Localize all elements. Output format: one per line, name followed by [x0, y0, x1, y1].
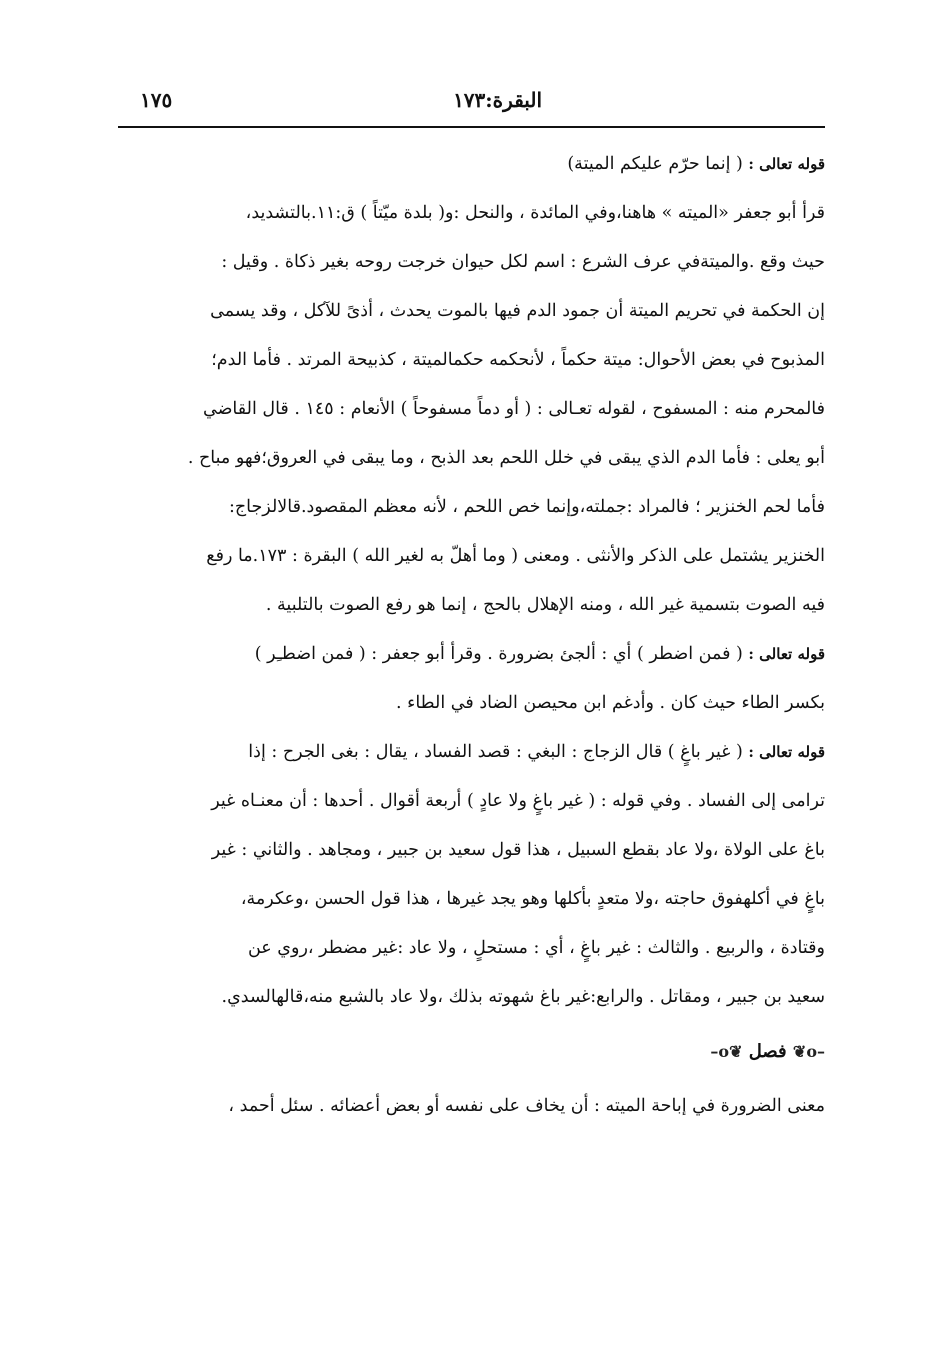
- text-line: بكسر الطاء حيث كان . وأدغم ابن محيصن الضاد في الطاء .: [396, 693, 825, 713]
- header-rule: [118, 126, 825, 128]
- text-line: حيث وقع .والميتةفي عرف الشرع : اسم لكل حيوان خرجت روحه بغير ذكاة . وقيل :: [221, 252, 825, 272]
- text-line: أبو يعلى : فأما الدم الذي يبقى في خلل اللحم بعد الذبح ، وما يبقى في العروق؛فهو مباح .: [187, 448, 825, 468]
- ornament-icon: –ο❦: [792, 1042, 825, 1061]
- section-divider: [120, 1022, 825, 1082]
- text-line: فيه الصوت بتسمية غير الله ، ومنه الإهلال بالحج ، إنما هو رفع الصوت بالتلبية .: [265, 595, 825, 615]
- verse-label: قوله تعالى :: [748, 645, 825, 663]
- text-line: معنى الضرورة في إباحة الميته : أن يخاف على نفسه أو بعض أعضائه . سئل أحمد ،: [228, 1096, 825, 1116]
- verse-text: ( غير باغٍ ) قال الزجاج : البغي : قصد الفساد ، يقال : بغى الجرح : إذا: [248, 742, 743, 762]
- text-line: فأما لحم الخنزير ؛ فالمراد :جملته،وإنما خص اللحم ، لأنه معظم المقصود.قالالزجاج:: [228, 497, 825, 517]
- text-line: باغٍ في أكلهفوق حاجته ،ولا متعدٍ بأكلها وهو يجد غيرها ، هذا قول الحسن ،وعكرمة،: [240, 889, 825, 909]
- text-line: [120, 630, 825, 679]
- page-body: [120, 140, 825, 1131]
- text-line: سعيد بن جبير ، ومقاتل . والرابع:غير باغ شهوته بذلك ،ولا عاد بالشبع منه،قالهالسدي.: [221, 987, 825, 1007]
- text-line: وقتادة ، والربيع . والثالث : غير باغٍ ، أي : مستحلٍ ، ولا عاد :غير مضطر ،روي عن: [247, 938, 825, 958]
- text-line: قرأ أبو جعفر «الميته » هاهنا،وفي المائدة ، والنحل :و( بلدة ميّتاً ) ق:١١.بالتشديد،: [245, 203, 825, 223]
- text-line: [120, 728, 825, 777]
- text-line: باغ على الولاة ،ولا عاد بقطع السبيل ، هذا قول سعيد بن جبير ، ومجاهد . والثاني : غير: [211, 840, 825, 860]
- ornament-icon: ❦ο–: [710, 1042, 743, 1061]
- text-line: [120, 140, 825, 189]
- text-line: ترامى إلى الفساد . وفي قوله : ( غير باغٍ ولا عادٍ ) أربعة أقوال . أحدها : أن معنـاه غير: [211, 791, 825, 811]
- text-line: الخنزير يشتمل على الذكر والأنثى . ومعنى ( وما أهلّ به لغير الله ) البقرة : ١٧٣.ما رفع: [206, 546, 825, 566]
- text-line: إن الحكمة في تحريم الميتة أن جمود الدم فيها بالموت يحدث ، أذىً للآكل ، وقد يسمى: [210, 301, 825, 321]
- text-line: فالمحرم منه : المسفوح ، لقوله تعـالى : ( أو دماً مسفوحاً ) الأنعام : ١٤٥ . قال القاضي: [202, 399, 825, 419]
- verse-label: قوله تعالى :: [748, 155, 825, 173]
- verse-text: ( إنما حرّم عليكم الميتة): [567, 154, 743, 174]
- verse-text: ( فمن اضطر ) أي : ألجئ بضرورة . وقرأ أبو جعفر : ( فمن اضطـِر ): [254, 644, 743, 664]
- text-line: المذبوح في بعض الأحوال: ميتة حكماً ، لأنحكمه حكمالميتة ، كذبيحة المرتد . فأما الدم؛: [211, 350, 825, 370]
- section-title: فصل: [748, 1041, 787, 1062]
- page-header: [120, 84, 825, 124]
- verse-label: قوله تعالى :: [748, 743, 825, 761]
- running-title: البقرة:١٧٣: [453, 88, 542, 112]
- page-number: ١٧٥: [140, 88, 173, 112]
